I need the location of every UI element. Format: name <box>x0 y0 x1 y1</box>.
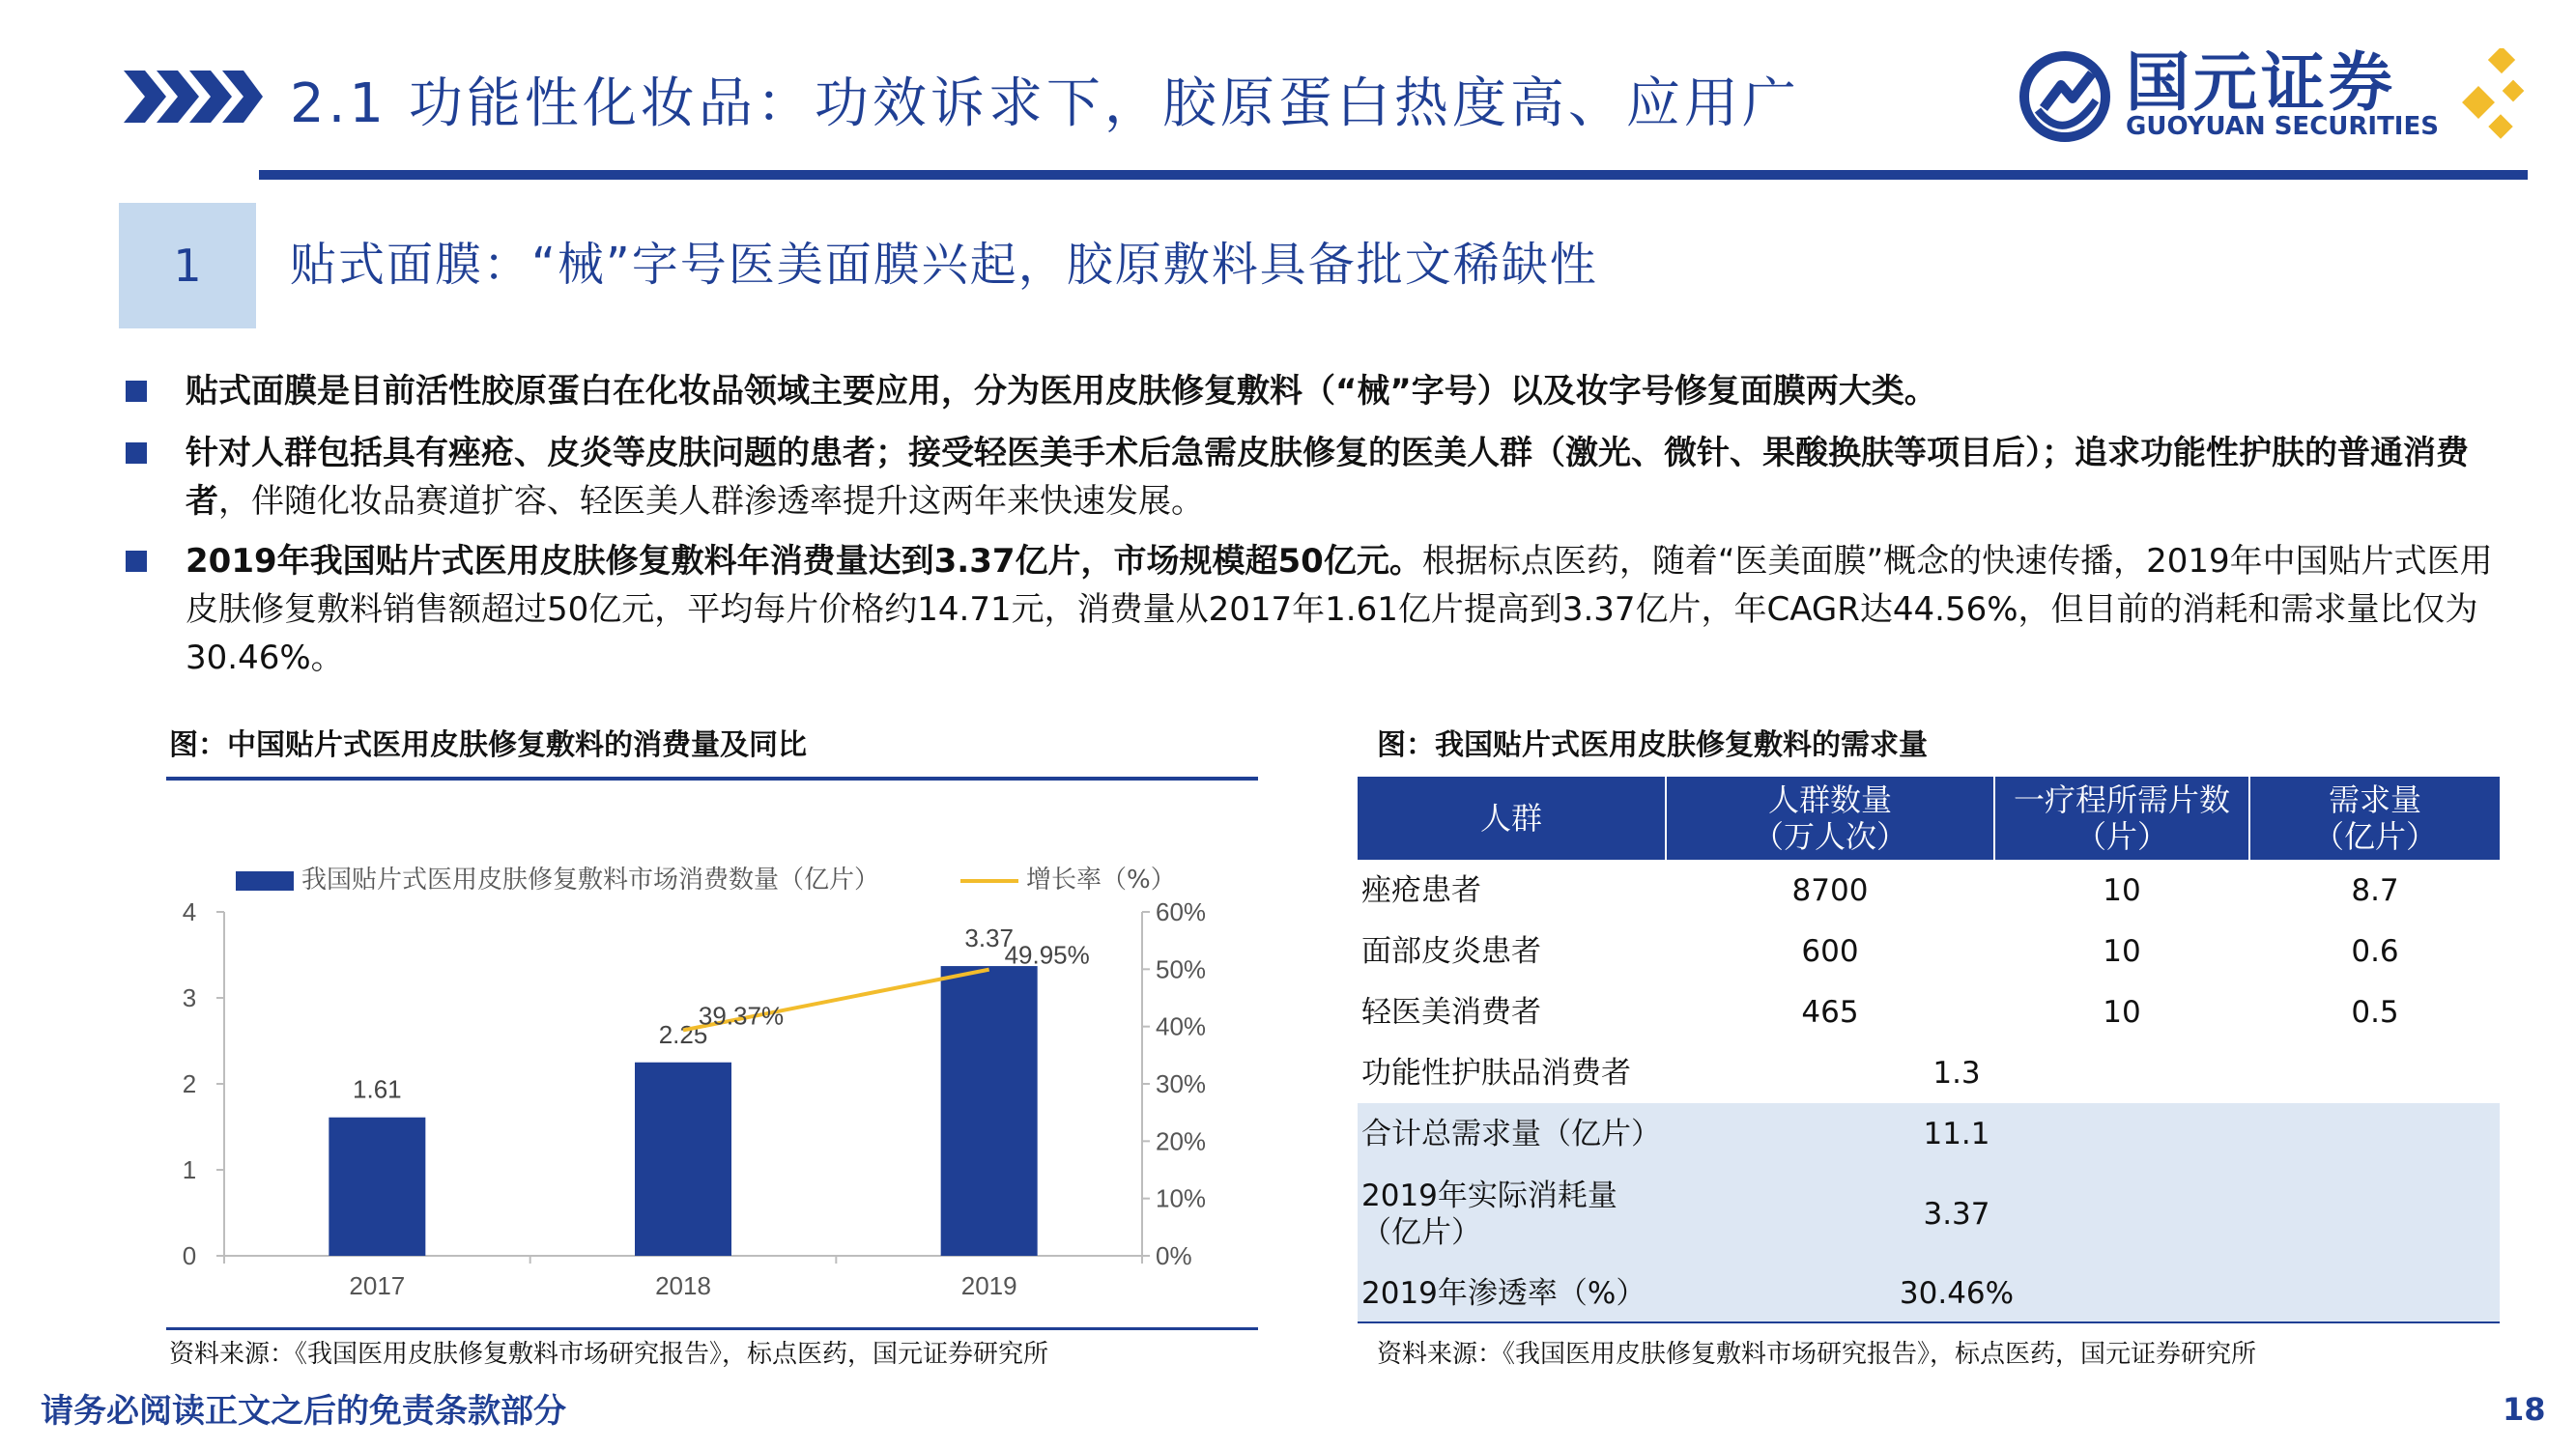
section-number: 1 <box>119 203 256 328</box>
header-cell-count: 人群数量 （万人次） <box>1752 781 1907 855</box>
row-count: 600 <box>1801 933 1859 969</box>
row-label: 功能性护肤品消费者 <box>1361 1055 1631 1091</box>
right-figure-title: 图：我国贴片式医用皮肤修复敷料的需求量 <box>1377 728 1928 762</box>
bar-2019 <box>941 966 1038 1256</box>
summary-label: 合计总需求量（亿片） <box>1361 1116 1661 1151</box>
x-tick-label: 2017 <box>349 1271 406 1300</box>
bullet-item <box>126 429 2503 526</box>
y-left-tick-label: 4 <box>182 897 197 926</box>
chevron-arrows-icon <box>124 71 263 123</box>
bullet-text <box>186 537 2503 682</box>
summary-value: 11.1 <box>1923 1116 1990 1151</box>
y-left-tick-label: 2 <box>182 1069 197 1098</box>
row-demand: 0.5 <box>2351 994 2399 1030</box>
header-cell-demand: 需求量 （亿片） <box>2312 781 2437 855</box>
y-right-tick-label: 20% <box>1156 1126 1207 1156</box>
summary-label: 2019年实际消耗量 （亿片） <box>1361 1179 1617 1250</box>
summary-row <box>1358 1103 2500 1164</box>
brand-squares-icon <box>2449 48 2527 145</box>
row-pieces: 10 <box>2103 933 2141 969</box>
y-right-tick-label: 50% <box>1156 954 1207 984</box>
consumption-chart <box>166 784 1258 1325</box>
bar-value-label: 1.61 <box>353 1074 402 1104</box>
growth-rate-label: 39.37% <box>698 1001 785 1031</box>
y-left-tick-label: 3 <box>182 983 197 1012</box>
legend-line-label: 增长率（%） <box>1026 866 1176 895</box>
table-row <box>1358 921 2500 981</box>
y-right-tick-label: 30% <box>1156 1069 1207 1098</box>
growth-rate-label: 49.95% <box>1004 940 1090 970</box>
summary-value: 3.37 <box>1923 1197 1990 1232</box>
table-header <box>1358 777 2500 860</box>
y-left-tick-label: 0 <box>182 1241 197 1270</box>
table-bottom-rule <box>1358 1321 2500 1323</box>
square-bullet-icon <box>126 442 147 464</box>
brand-name-cn: 国元证券 <box>2126 45 2396 120</box>
summary-row <box>1358 1164 2500 1264</box>
left-figure-title: 图：中国贴片式医用皮肤修复敷料的消费量及同比 <box>169 728 807 762</box>
y-right-tick-label: 10% <box>1156 1183 1207 1213</box>
row-label: 面部皮炎患者 <box>1361 933 1541 969</box>
section-title: 贴式面膜：“械”字号医美面膜兴起，胶原敷料具备批文稀缺性 <box>290 238 1598 292</box>
header-cell-pieces: 一疗程所需片数 （片） <box>2013 781 2230 855</box>
bullet-text <box>186 367 2503 415</box>
row-pieces: 10 <box>2103 994 2141 1030</box>
figure-top-rule <box>166 777 1258 781</box>
summary-value: 30.46% <box>1899 1275 2015 1311</box>
brand-name-en: GUOYUAN SECURITIES <box>2126 112 2439 141</box>
x-tick-label: 2019 <box>960 1271 1017 1300</box>
guoyuan-logo-icon <box>2015 50 2121 143</box>
legend-bar-label: 我国贴片式医用皮肤修复敷料市场消费数量（亿片） <box>301 866 880 895</box>
row-merged-value: 1.3 <box>1932 1055 1981 1091</box>
row-label: 痤疮患者 <box>1361 872 1481 908</box>
bar-value-label: 3.37 <box>964 923 1014 953</box>
bar-2017 <box>329 1118 425 1256</box>
page-title: 2.1 功能性化妆品：功效诉求下，胶原蛋白热度高、应用广 <box>290 72 1800 135</box>
bullet-text <box>186 429 2503 526</box>
row-pieces: 10 <box>2103 872 2141 908</box>
table-row <box>1358 1042 2500 1103</box>
row-count: 8700 <box>1791 872 1869 908</box>
demand-table <box>1358 777 2500 1323</box>
square-bullet-icon <box>126 551 147 572</box>
left-figure-source: 资料来源：《我国医用皮肤修复敷料市场研究报告》，标点医药，国元证券研究所 <box>169 1340 1049 1369</box>
bullet-normal: 根据标点医药，随着“医美面膜”概念的快速传播，2019年中国贴片式医用皮肤修复敷料销售额超过50亿元，平均每片价格约14.71元，消费量从2017年1.61亿片提高到3.37亿片，年CAGR达44.56%，但目前的消耗和需求量比仅为30.46%。 <box>186 542 2493 677</box>
row-label: 轻医美消费者 <box>1361 994 1541 1030</box>
page-number: 18 <box>2503 1391 2546 1428</box>
summary-row <box>1358 1264 2500 1321</box>
bullet-normal: ，伴随化妆品赛道扩容、轻医美人群渗透率提升这两年来快速发展。 <box>218 482 1204 521</box>
table-row <box>1358 860 2500 921</box>
bullet-bold: 贴式面膜是目前活性胶原蛋白在化妆品领域主要应用，分为医用皮肤修复敷料（“械”字号）以及妆字号修复面膜两大类。 <box>186 372 1937 411</box>
bar-2018 <box>635 1063 731 1256</box>
legend-bar-swatch <box>236 871 294 891</box>
y-right-tick-label: 0% <box>1156 1241 1192 1270</box>
bullet-item <box>126 537 2503 682</box>
y-right-tick-label: 60% <box>1156 897 1207 926</box>
summary-label: 2019年渗透率（%） <box>1361 1275 1646 1311</box>
bullet-bold: 2019年我国贴片式医用皮肤修复敷料年消费量达到3.37亿片，市场规模超50亿元。 <box>186 542 1422 581</box>
row-count: 465 <box>1801 994 1859 1030</box>
row-demand: 8.7 <box>2351 872 2399 908</box>
table-row <box>1358 981 2500 1042</box>
y-left-tick-label: 1 <box>182 1155 197 1184</box>
x-tick-label: 2018 <box>655 1271 711 1300</box>
right-figure-source: 资料来源：《我国医用皮肤修复敷料市场研究报告》，标点医药，国元证券研究所 <box>1377 1340 2257 1369</box>
bullet-bold: 针对人群包括具有痤疮、皮炎等皮肤问题的患者；接受轻医美手术后急需皮肤修复的医美人群（激光、微针、果酸换肤等项目后）；追求功能性护肤的普通消费者 <box>186 434 2469 521</box>
y-right-tick-label: 40% <box>1156 1011 1207 1041</box>
title-rule <box>259 170 2528 180</box>
disclaimer-text: 请务必阅读正文之后的免责条款部分 <box>41 1392 566 1431</box>
row-demand: 0.6 <box>2351 933 2399 969</box>
bar-value-label: 2.25 <box>658 1019 708 1049</box>
bullet-item <box>126 367 2503 415</box>
figure-bottom-rule <box>166 1327 1258 1330</box>
header-cell-group: 人群 <box>1479 800 1542 837</box>
square-bullet-icon <box>126 381 147 402</box>
